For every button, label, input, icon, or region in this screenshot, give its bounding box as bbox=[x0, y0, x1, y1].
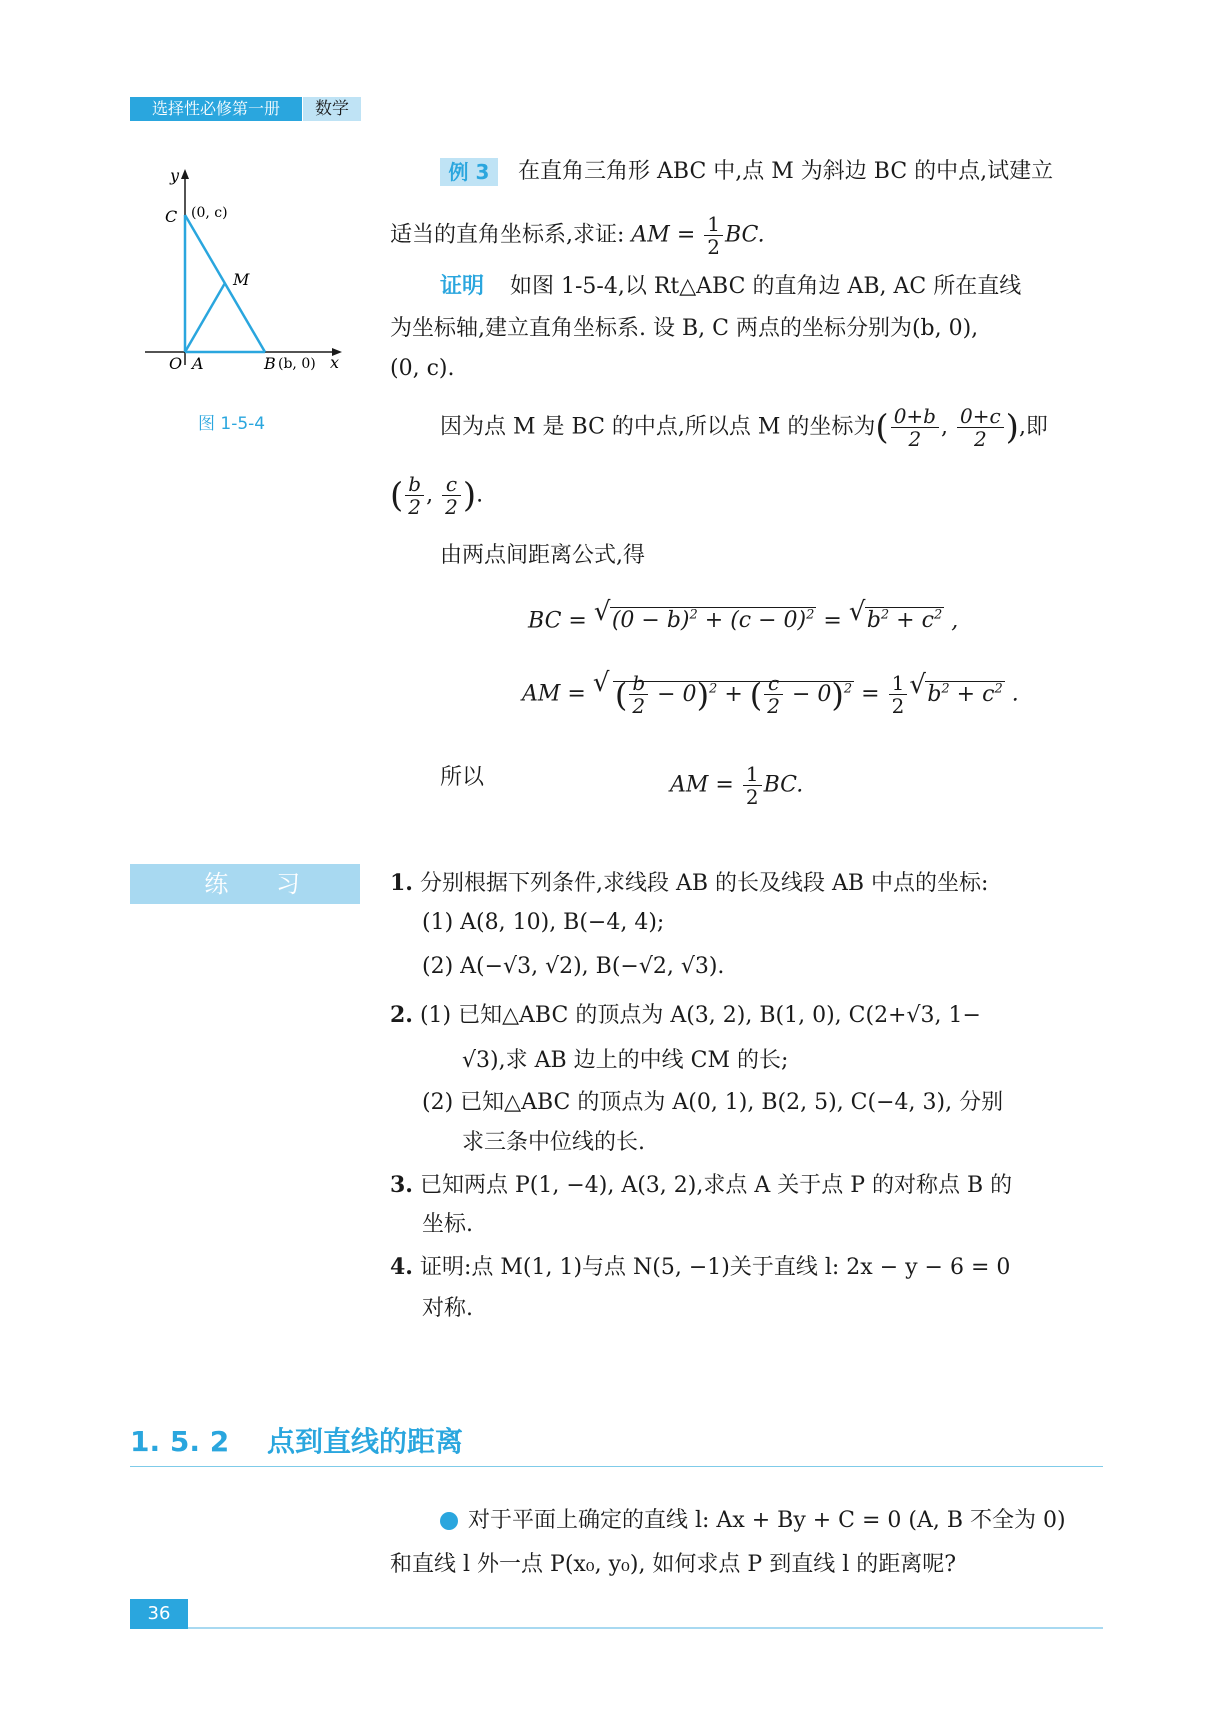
practice-item-1-sub-1: (1) A(8, 10), B(−4, 4); bbox=[422, 910, 665, 935]
subject-tab: 数学 bbox=[303, 97, 361, 121]
am-formula: AM = √ ( $\frac{b}{2}$ − 0)$^2$ + ( $\frac{c}{2}$ − 0)$^2$ = $\frac{1}{2}$ √ $b^2 + c^2$ . bbox=[522, 672, 1019, 717]
section-rule bbox=[130, 1466, 1103, 1467]
example-math-right: BC. bbox=[724, 222, 765, 248]
proof-line-2: 为坐标轴,建立直角坐标系. 设 B, C 两点的坐标分别为(b, 0), bbox=[390, 316, 979, 341]
midpoint-y-den: 2 bbox=[973, 427, 987, 451]
midpoint-y-num: 0+c bbox=[957, 405, 1004, 428]
bc-formula: BC = √ $(0 - b)^2 + (c - 0)^2$ = √ $b^2 + c^2$ , bbox=[528, 601, 958, 636]
practice-label: 练 习 bbox=[204, 870, 320, 898]
label-b: B bbox=[264, 354, 276, 373]
example-line-2 bbox=[390, 213, 765, 258]
proof-line-5: ( $\frac{b}{2}$ , $\frac{c}{2}$ ). bbox=[390, 472, 484, 519]
footer-rule bbox=[188, 1627, 1103, 1629]
midpoint-y-frac bbox=[957, 405, 1004, 450]
practice-item-4-text: 证明:点 M(1, 1)与点 N(5, −1)关于直线 l: 2x − y − 6 = 0 bbox=[419, 1255, 1011, 1280]
label-a: A bbox=[192, 354, 204, 373]
section-title: 点到直线的距离 bbox=[266, 1425, 463, 1458]
page-number: 36 bbox=[130, 1599, 188, 1629]
y-axis-arrow bbox=[181, 169, 189, 179]
practice-item-1-num: 1. bbox=[390, 870, 413, 896]
label-m: M bbox=[233, 270, 250, 289]
proof-line-4-post: ,即 bbox=[1018, 414, 1048, 440]
practice-item-1-text: 分别根据下列条件,求线段 AB 的长及线段 AB 中点的坐标: bbox=[419, 871, 989, 896]
so-label: 所以 bbox=[440, 765, 485, 790]
conclusion-formula: AM = $\frac{1}{2}$ BC. bbox=[670, 762, 804, 809]
triangle-figure bbox=[140, 165, 350, 380]
practice-item-4 bbox=[390, 1252, 1010, 1283]
practice-item-2-num: 2. bbox=[390, 1002, 413, 1028]
practice-item-3-cont: 坐标. bbox=[422, 1212, 473, 1237]
figure-caption: 图 1-5-4 bbox=[198, 414, 266, 434]
proof-line-4-text: 因为点 M 是 BC 的中点,所以点 M 的坐标为 bbox=[440, 414, 876, 440]
mid-c-num: c bbox=[442, 473, 461, 496]
question-line-1: 对于平面上确定的直线 l: Ax + By + C = 0 (A, B 不全为 0) bbox=[468, 1508, 1066, 1533]
example-badge: 例 3 bbox=[440, 158, 498, 186]
practice-item-1 bbox=[390, 868, 988, 899]
median-am bbox=[185, 283, 225, 352]
label-x: x bbox=[330, 353, 340, 372]
label-b-coord: (b, 0) bbox=[278, 356, 316, 372]
practice-item-2-text: (1) 已知△ABC 的顶点为 A(3, 2), B(1, 0), C(2+√3, 1− bbox=[419, 1003, 981, 1028]
proof-line-1: 如图 1-5-4,以 Rt△ABC 的直角边 AB, AC 所在直线 bbox=[510, 274, 1022, 299]
label-c-coord: (0, c) bbox=[191, 205, 228, 221]
label-c: C bbox=[165, 207, 178, 226]
example-line-2-text: 适当的直角坐标系,求证: bbox=[390, 222, 625, 248]
mid-c-frac bbox=[442, 473, 461, 518]
example-line-1: 在直角三角形 ABC 中,点 M 为斜边 BC 的中点,试建立 bbox=[518, 159, 1054, 184]
practice-item-4-num: 4. bbox=[390, 1254, 413, 1280]
practice-item-2-cont: √3),求 AB 边上的中线 CM 的长; bbox=[462, 1048, 789, 1073]
practice-item-1-sub-2: (2) A(−√3, √2), B(−√2, √3). bbox=[422, 954, 725, 979]
question-bullet-icon bbox=[440, 1512, 458, 1530]
proof-line-3: (0, c). bbox=[390, 356, 455, 381]
practice-item-3-text: 已知两点 P(1, −4), A(3, 2),求点 A 关于点 P 的对称点 B 的 bbox=[419, 1173, 1013, 1198]
example-fraction bbox=[704, 213, 723, 258]
example-math-left: AM = bbox=[631, 222, 696, 248]
mid-c-den: 2 bbox=[445, 495, 458, 519]
midpoint-x-num: 0+b bbox=[891, 405, 939, 428]
proof-line-4: 因为点 M 是 BC 的中点,所以点 M 的坐标为( $\frac{0+b}{2}$ , $\frac{0+c}{2}$ ),即 bbox=[440, 404, 1048, 451]
example-frac-den: 2 bbox=[707, 235, 720, 259]
example-frac-num: 1 bbox=[704, 213, 723, 236]
midpoint-x-den: 2 bbox=[908, 427, 922, 451]
practice-item-3 bbox=[390, 1170, 1012, 1201]
section-number: 1. 5. 2 bbox=[130, 1425, 230, 1458]
practice-item-3-num: 3. bbox=[390, 1172, 413, 1198]
practice-item-2 bbox=[390, 1000, 981, 1031]
label-o: O bbox=[169, 354, 183, 373]
label-y: y bbox=[170, 166, 180, 185]
midpoint-x-frac bbox=[891, 405, 939, 450]
practice-band bbox=[130, 864, 360, 904]
section-heading bbox=[130, 1420, 463, 1460]
book-title-tab: 选择性必修第一册 bbox=[130, 97, 302, 121]
proof-line-6: 由两点间距离公式,得 bbox=[440, 543, 645, 568]
mid-b-num: b bbox=[405, 473, 424, 496]
mid-b-den: 2 bbox=[408, 495, 422, 519]
question-line-2: 和直线 l 外一点 P(x₀, y₀), 如何求点 P 到直线 l 的距离呢? bbox=[390, 1552, 957, 1577]
practice-item-4-cont: 对称. bbox=[422, 1296, 473, 1321]
proof-label: 证明 bbox=[440, 274, 485, 299]
mid-b-frac bbox=[405, 473, 424, 518]
practice-item-2-sub-2-cont: 求三条中位线的长. bbox=[462, 1130, 645, 1155]
practice-item-2-sub-2: (2) 已知△ABC 的顶点为 A(0, 1), B(2, 5), C(−4, 3), 分别 bbox=[422, 1090, 1004, 1115]
